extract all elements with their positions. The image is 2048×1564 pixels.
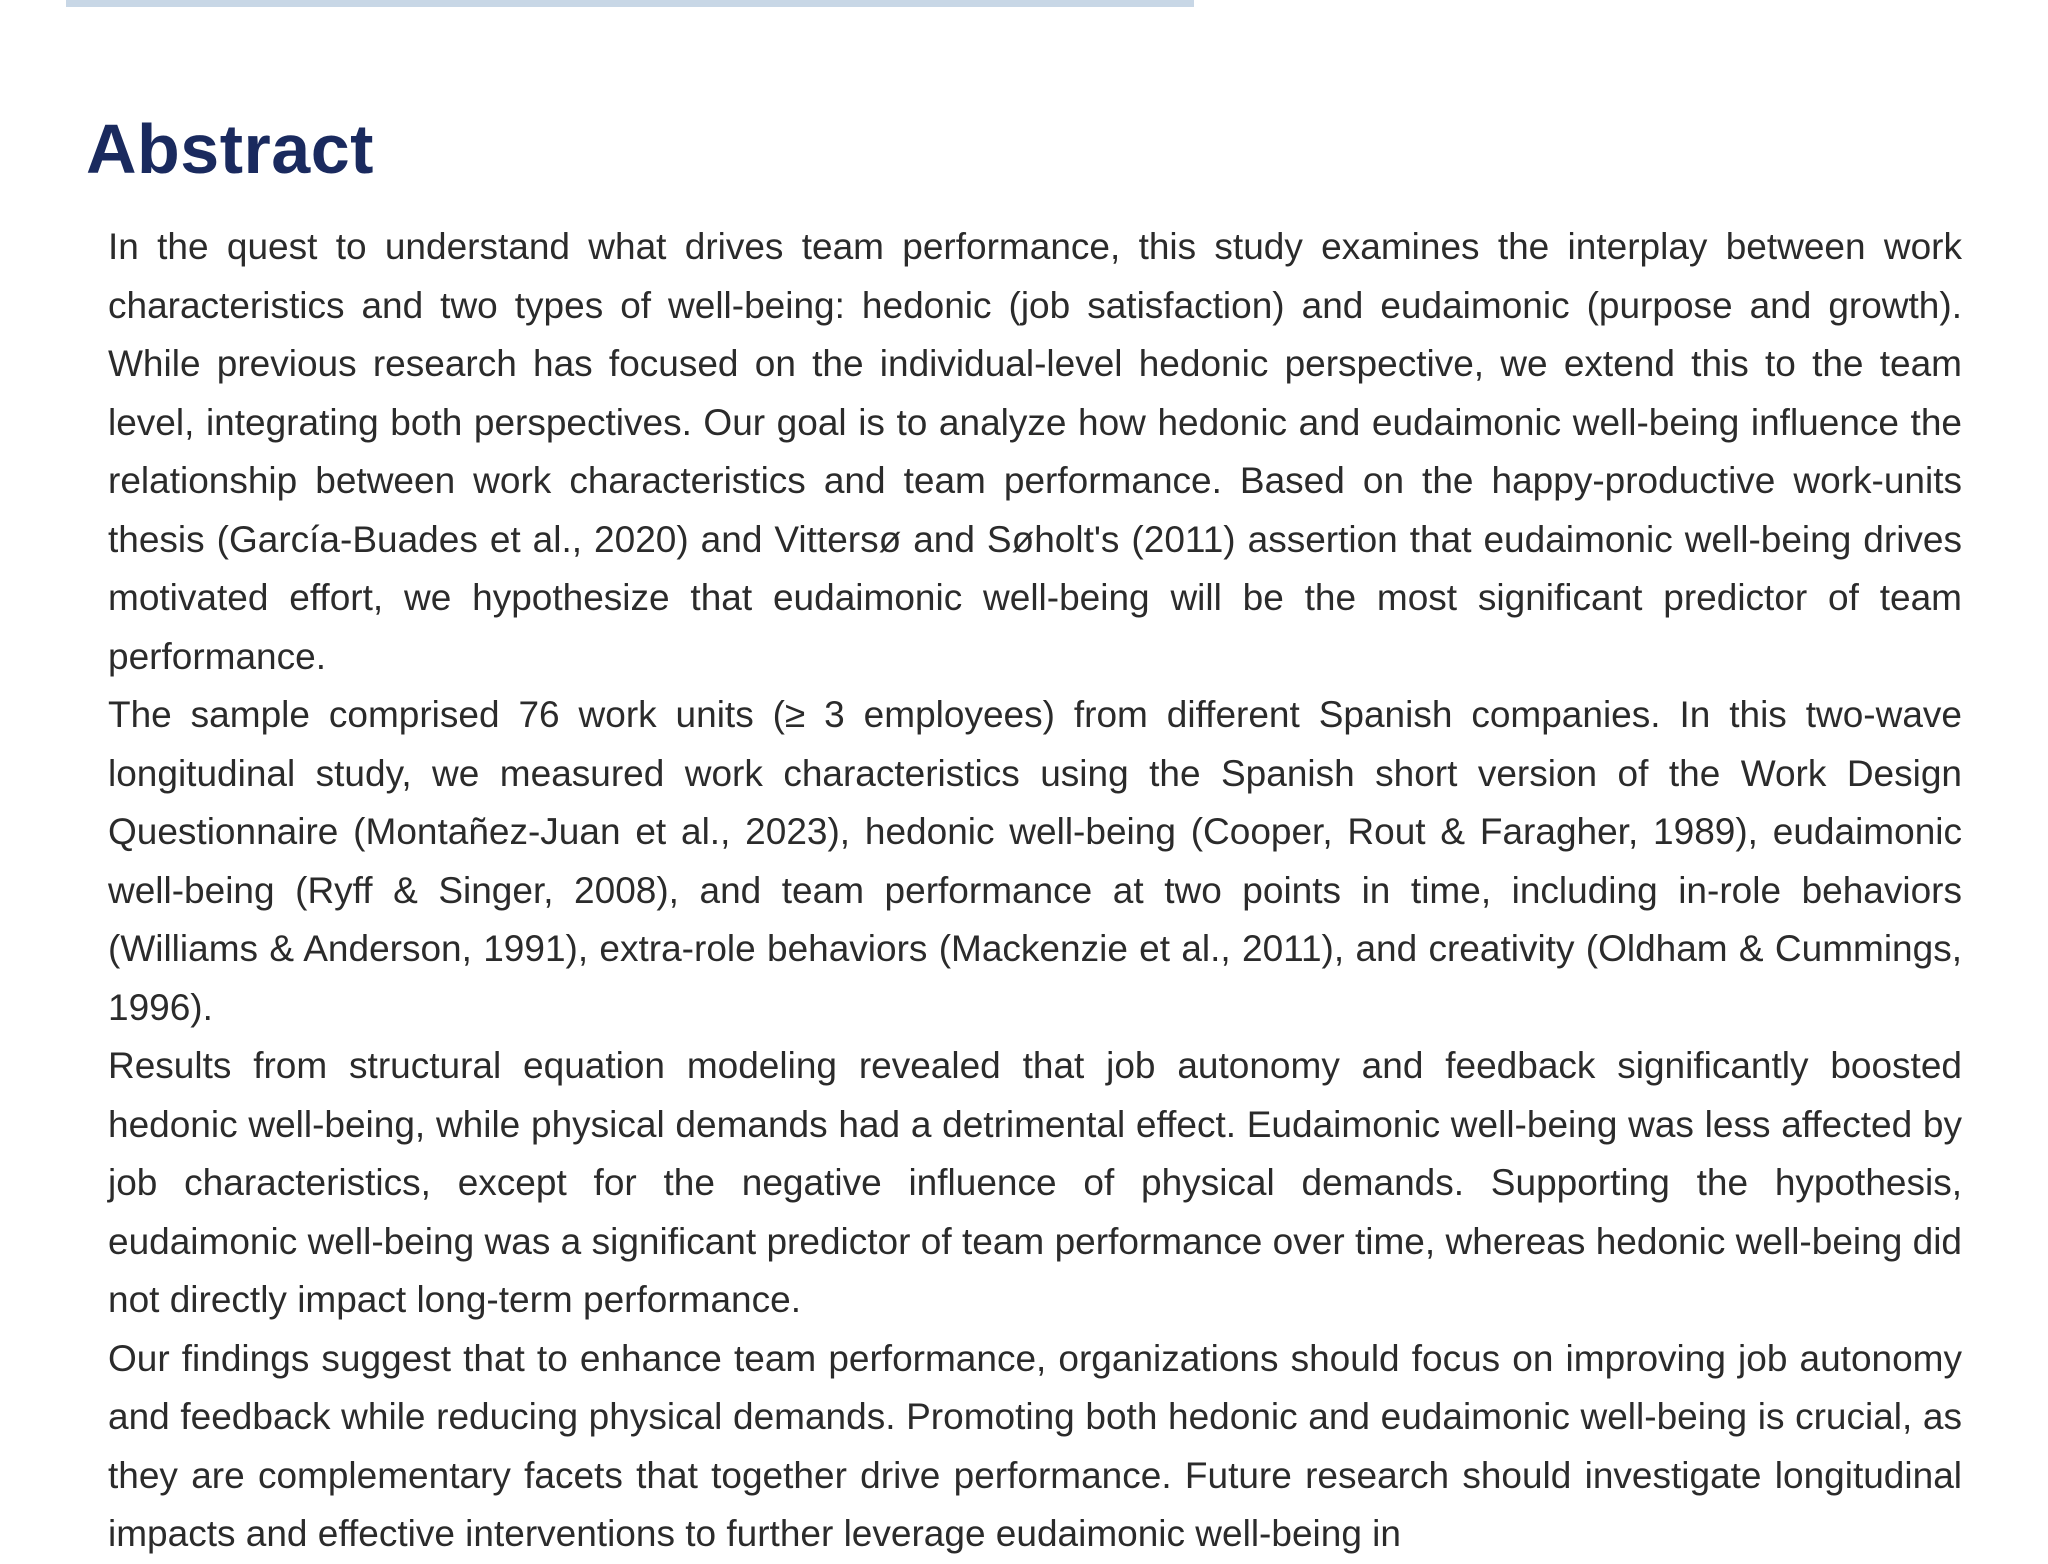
abstract-paragraph-intro: In the quest to understand what drives team performance, this study examines the interplay between work characteristics and two types of well-being: hedonic (job satisfaction) and eudaimonic (purpose and growth). While previous research has focused on the individual-level hedonic perspective, we extend this to the team level, integrating both perspectives. Our goal is to analyze how hedonic and eudaimonic well-being influence the relationship between work characteristics and team performance. Based on the happy-productive work-units thesis (García-Buades et al., 2020) and Vittersø and Søholt's (2011) assertion that eudaimonic well-being drives motivated effort, we hypothesize that eudaimonic well-being will be the most significant predictor of team performance.: [108, 226, 1962, 677]
abstract-paragraph-results: Results from structural equation modeling revealed that job autonomy and feedback significantly boosted hedonic well-being, while physical demands had a detrimental effect. Eudaimonic well-being was less affected by job characteristics, except for the negative influence of physical demands. Supporting the hypothesis, eudaimonic well-being was a significant predictor of team performance over time, whereas hedonic well-being did not directly impact long-term performance.: [108, 1045, 1962, 1320]
abstract-body: [108, 218, 1962, 1564]
abstract-paragraph-conclusion: Our findings suggest that to enhance team performance, organizations should focus on improving job autonomy and feedback while reducing physical demands. Promoting both hedonic and eudaimonic well-being is crucial, as they are complementary facets that together drive performance. Future research should investigate longitudinal impacts and effective interventions to further leverage eudaimonic well-being in: [108, 1337, 1962, 1554]
abstract-paragraph-method: The sample comprised 76 work units (≥ 3 employees) from different Spanish companies. In this two-wave longitudinal study, we measured work characteristics using the Spanish short version of the Work Design Questionnaire (Montañez-Juan et al., 2023), hedonic well-being (Cooper, Rout & Faragher, 1989), eudaimonic well-being (Ryff & Singer, 2008), and team performance at two points in time, including in-role behaviors (Williams & Anderson, 1991), extra-role behaviors (Mackenzie et al., 2011), and creativity (Oldham & Cummings, 1996).: [108, 694, 1962, 1028]
abstract-heading: Abstract: [86, 110, 374, 188]
top-divider: [66, 0, 1194, 7]
